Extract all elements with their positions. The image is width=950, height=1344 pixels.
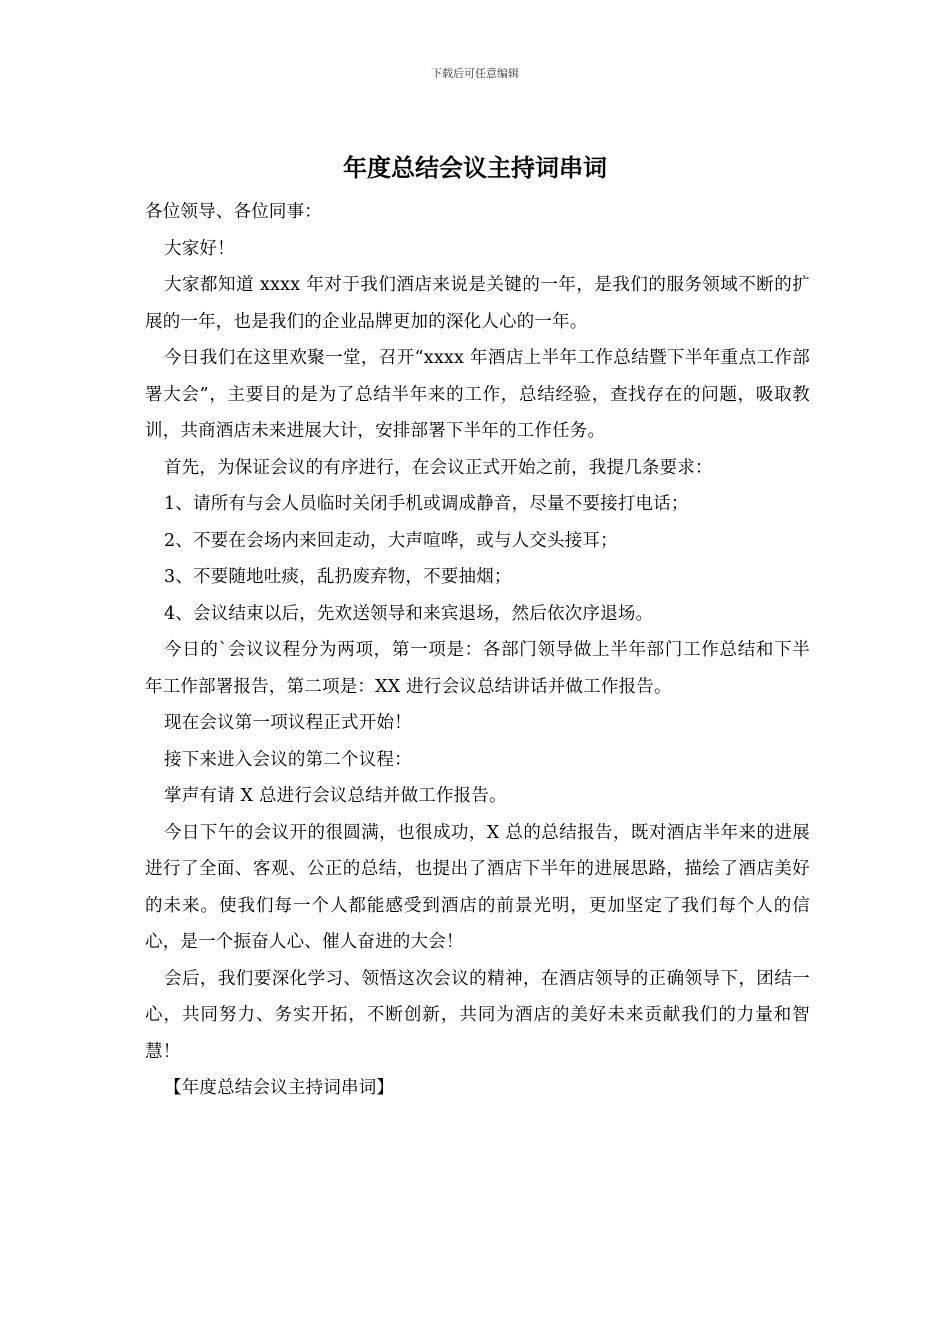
- rule-item: 3、不要随地吐痰，乱扔废弃物，不要抽烟；: [164, 567, 512, 587]
- body-paragraph: 今日的`会议议程分为两项，第一项是：各部门领导做上半年部门工作总结和下半年工作部署报告，第二项是：XX 进行会议总结讲话并做工作报告。: [145, 640, 810, 697]
- closing-tag: 【年度总结会议主持词串词】: [164, 1078, 395, 1098]
- greeting-paragraph: 各位领导、各位同事：: [145, 202, 322, 222]
- body-paragraph: 今日我们在这里欢聚一堂，召开“xxxx 年酒店上半年工作总结暨下半年重点工作部署大会”，主要目的是为了总结半年来的工作，总结经验，查找存在的问题，吸取教训，共商酒店未来进展大计，安排部署下半年的工作任务。: [145, 348, 810, 441]
- body-paragraph: 今日下午的会议开的很圆满，也很成功，X 总的总结报告，既对酒店半年来的进展进行了全面、客观、公正的总结，也提出了酒店下半年的进展思路，描绘了酒店美好的未来。使我们每一个人都能感受到酒店的前景光明，更加坚定了我们每个人的信心，是一个振奋人心、催人奋进的大会！: [145, 822, 810, 952]
- rule-item: 1、请所有与会人员临时关闭手机或调成静音，尽量不要接打电话；: [164, 494, 689, 514]
- rule-item: 2、不要在会场内来回走动，大声喧哗，或与人交头接耳；: [164, 530, 618, 551]
- body-paragraph: 首先，为保证会议的有序进行，在会议正式开始之前，我提几条要求：: [164, 457, 713, 478]
- body-paragraph: 接下来进入会议的第二个议程：: [164, 749, 412, 770]
- body-paragraph: 现在会议第一项议程正式开始！: [164, 713, 412, 733]
- header-note: 下载后可任意编辑: [431, 67, 519, 80]
- body-paragraph: 掌声有请 X 总进行会议总结并做工作报告。: [164, 786, 507, 806]
- rule-item: 4、会议结束以后，先欢送领导和来宾退场，然后依次序退场。: [164, 603, 654, 624]
- document-title: 年度总结会议主持词串词: [343, 154, 607, 182]
- body-paragraph: 会后，我们要深化学习、领悟这次会议的精神，在酒店领导的正确领导下，团结一心，共同努力、务实开拓，不断创新，共同为酒店的美好未来贡献我们的力量和智慧！: [145, 968, 810, 1062]
- body-paragraph: 大家都知道 xxxx 年对于我们酒店来说是关键的一年，是我们的服务领域不断的扩展的一年，也是我们的企业品牌更加的深化人心的一年。: [145, 275, 810, 332]
- hello-paragraph: 大家好！: [164, 238, 235, 259]
- document-body: [145, 194, 810, 1107]
